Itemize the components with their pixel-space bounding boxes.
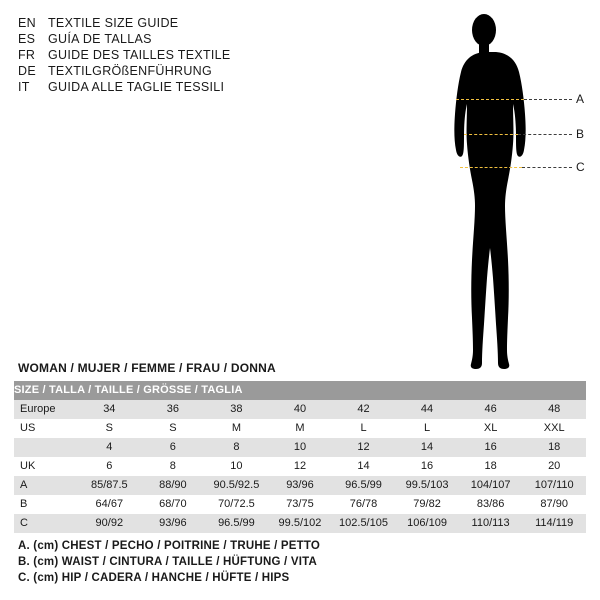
row-value: 4	[78, 438, 142, 457]
waist-measure-line-body	[464, 134, 518, 135]
row-value: L	[395, 419, 459, 438]
hip-measure-line-extension	[522, 167, 572, 168]
row-value: S	[141, 419, 205, 438]
row-label: UK	[14, 457, 78, 476]
row-value: 102.5/105	[332, 514, 396, 533]
row-value: 20	[522, 457, 586, 476]
language-title: GUIDA ALLE TAGLIE TESSILI	[48, 80, 225, 94]
row-value: 46	[459, 400, 523, 419]
row-value: 107/110	[522, 476, 586, 495]
row-value: 76/78	[332, 495, 396, 514]
row-value: 73/75	[268, 495, 332, 514]
language-row	[18, 80, 318, 94]
language-row	[18, 32, 318, 46]
row-value: 48	[522, 400, 586, 419]
row-value: 64/67	[78, 495, 142, 514]
legend-item-waist: B. (cm) WAIST / CINTURA / TAILLE / HÜFTUNG / VITA	[18, 556, 317, 568]
row-value: 14	[395, 438, 459, 457]
row-value: 6	[141, 438, 205, 457]
row-value: 18	[522, 438, 586, 457]
row-value: XXL	[522, 419, 586, 438]
female-silhouette-icon	[420, 8, 590, 373]
row-label: A	[14, 476, 78, 495]
row-value: 14	[332, 457, 396, 476]
table-header-row	[14, 381, 586, 400]
language-row	[18, 16, 318, 30]
row-value: 93/96	[268, 476, 332, 495]
measure-label-c: C	[576, 160, 585, 174]
row-value: M	[268, 419, 332, 438]
row-value: 90.5/92.5	[205, 476, 269, 495]
row-value: 38	[205, 400, 269, 419]
section-title: WOMAN / MUJER / FEMME / FRAU / DONNA	[18, 361, 276, 375]
chest-measure-line-extension	[524, 99, 572, 100]
row-value: XL	[459, 419, 523, 438]
chest-measure-line-body	[456, 99, 524, 100]
language-code: FR	[18, 48, 36, 62]
language-code: EN	[18, 16, 36, 30]
row-value: 83/86	[459, 495, 523, 514]
table-header-label: SIZE / TALLA / TAILLE / GRÖSSE / TAGLIA	[14, 381, 586, 400]
size-table-wrapper	[14, 381, 586, 533]
language-header-block	[18, 16, 318, 96]
row-value: 114/119	[522, 514, 586, 533]
row-value: 16	[395, 457, 459, 476]
body-figure	[420, 8, 590, 373]
legend-item-hip: C. (cm) HIP / CADERA / HANCHE / HÜFTE / HIPS	[18, 572, 290, 584]
row-value: 16	[459, 438, 523, 457]
row-value: 40	[268, 400, 332, 419]
row-value: 110/113	[459, 514, 523, 533]
measure-label-a: A	[576, 92, 585, 106]
language-title: TEXTILGRÖßENFÜHRUNG	[48, 64, 213, 78]
language-title: GUIDE DES TAILLES TEXTILE	[48, 48, 231, 62]
row-value: 12	[332, 438, 396, 457]
table-row	[14, 476, 586, 495]
row-value: L	[332, 419, 396, 438]
row-value: 42	[332, 400, 396, 419]
row-value: 8	[141, 457, 205, 476]
waist-measure-line-extension	[518, 134, 572, 135]
row-value: 87/90	[522, 495, 586, 514]
table-row	[14, 438, 586, 457]
table-row	[14, 514, 586, 533]
language-title: TEXTILE SIZE GUIDE	[48, 16, 179, 30]
row-value: 104/107	[459, 476, 523, 495]
row-value: 10	[205, 457, 269, 476]
row-label: US	[14, 419, 78, 438]
row-value: 79/82	[395, 495, 459, 514]
row-label: B	[14, 495, 78, 514]
table-row	[14, 400, 586, 419]
language-code: IT	[18, 80, 30, 94]
row-value: 90/92	[78, 514, 142, 533]
row-value: M	[205, 419, 269, 438]
row-value: 68/70	[141, 495, 205, 514]
row-value: 99.5/102	[268, 514, 332, 533]
row-value: S	[78, 419, 142, 438]
row-value: 88/90	[141, 476, 205, 495]
row-value: 99.5/103	[395, 476, 459, 495]
row-value: 18	[459, 457, 523, 476]
row-value: 106/109	[395, 514, 459, 533]
row-label: Europe	[14, 400, 78, 419]
row-value: 36	[141, 400, 205, 419]
row-label: C	[14, 514, 78, 533]
legend-item-chest: A. (cm) CHEST / PECHO / POITRINE / TRUHE / PETTO	[18, 540, 321, 552]
hip-measure-line-body	[460, 167, 522, 168]
table-row	[14, 419, 586, 438]
measurement-legend	[18, 540, 578, 588]
size-table	[14, 381, 586, 533]
row-value: 96.5/99	[332, 476, 396, 495]
row-value: 44	[395, 400, 459, 419]
language-row	[18, 48, 318, 62]
language-title: GUÍA DE TALLAS	[48, 32, 152, 46]
language-row	[18, 64, 318, 78]
row-value: 85/87.5	[78, 476, 142, 495]
row-value: 93/96	[141, 514, 205, 533]
row-value: 96.5/99	[205, 514, 269, 533]
table-row	[14, 495, 586, 514]
language-code: DE	[18, 64, 36, 78]
row-value: 6	[78, 457, 142, 476]
row-value: 10	[268, 438, 332, 457]
row-value: 8	[205, 438, 269, 457]
row-label	[14, 438, 78, 457]
language-code: ES	[18, 32, 36, 46]
row-value: 12	[268, 457, 332, 476]
row-value: 70/72.5	[205, 495, 269, 514]
row-value: 34	[78, 400, 142, 419]
table-row	[14, 457, 586, 476]
measure-label-b: B	[576, 127, 585, 141]
